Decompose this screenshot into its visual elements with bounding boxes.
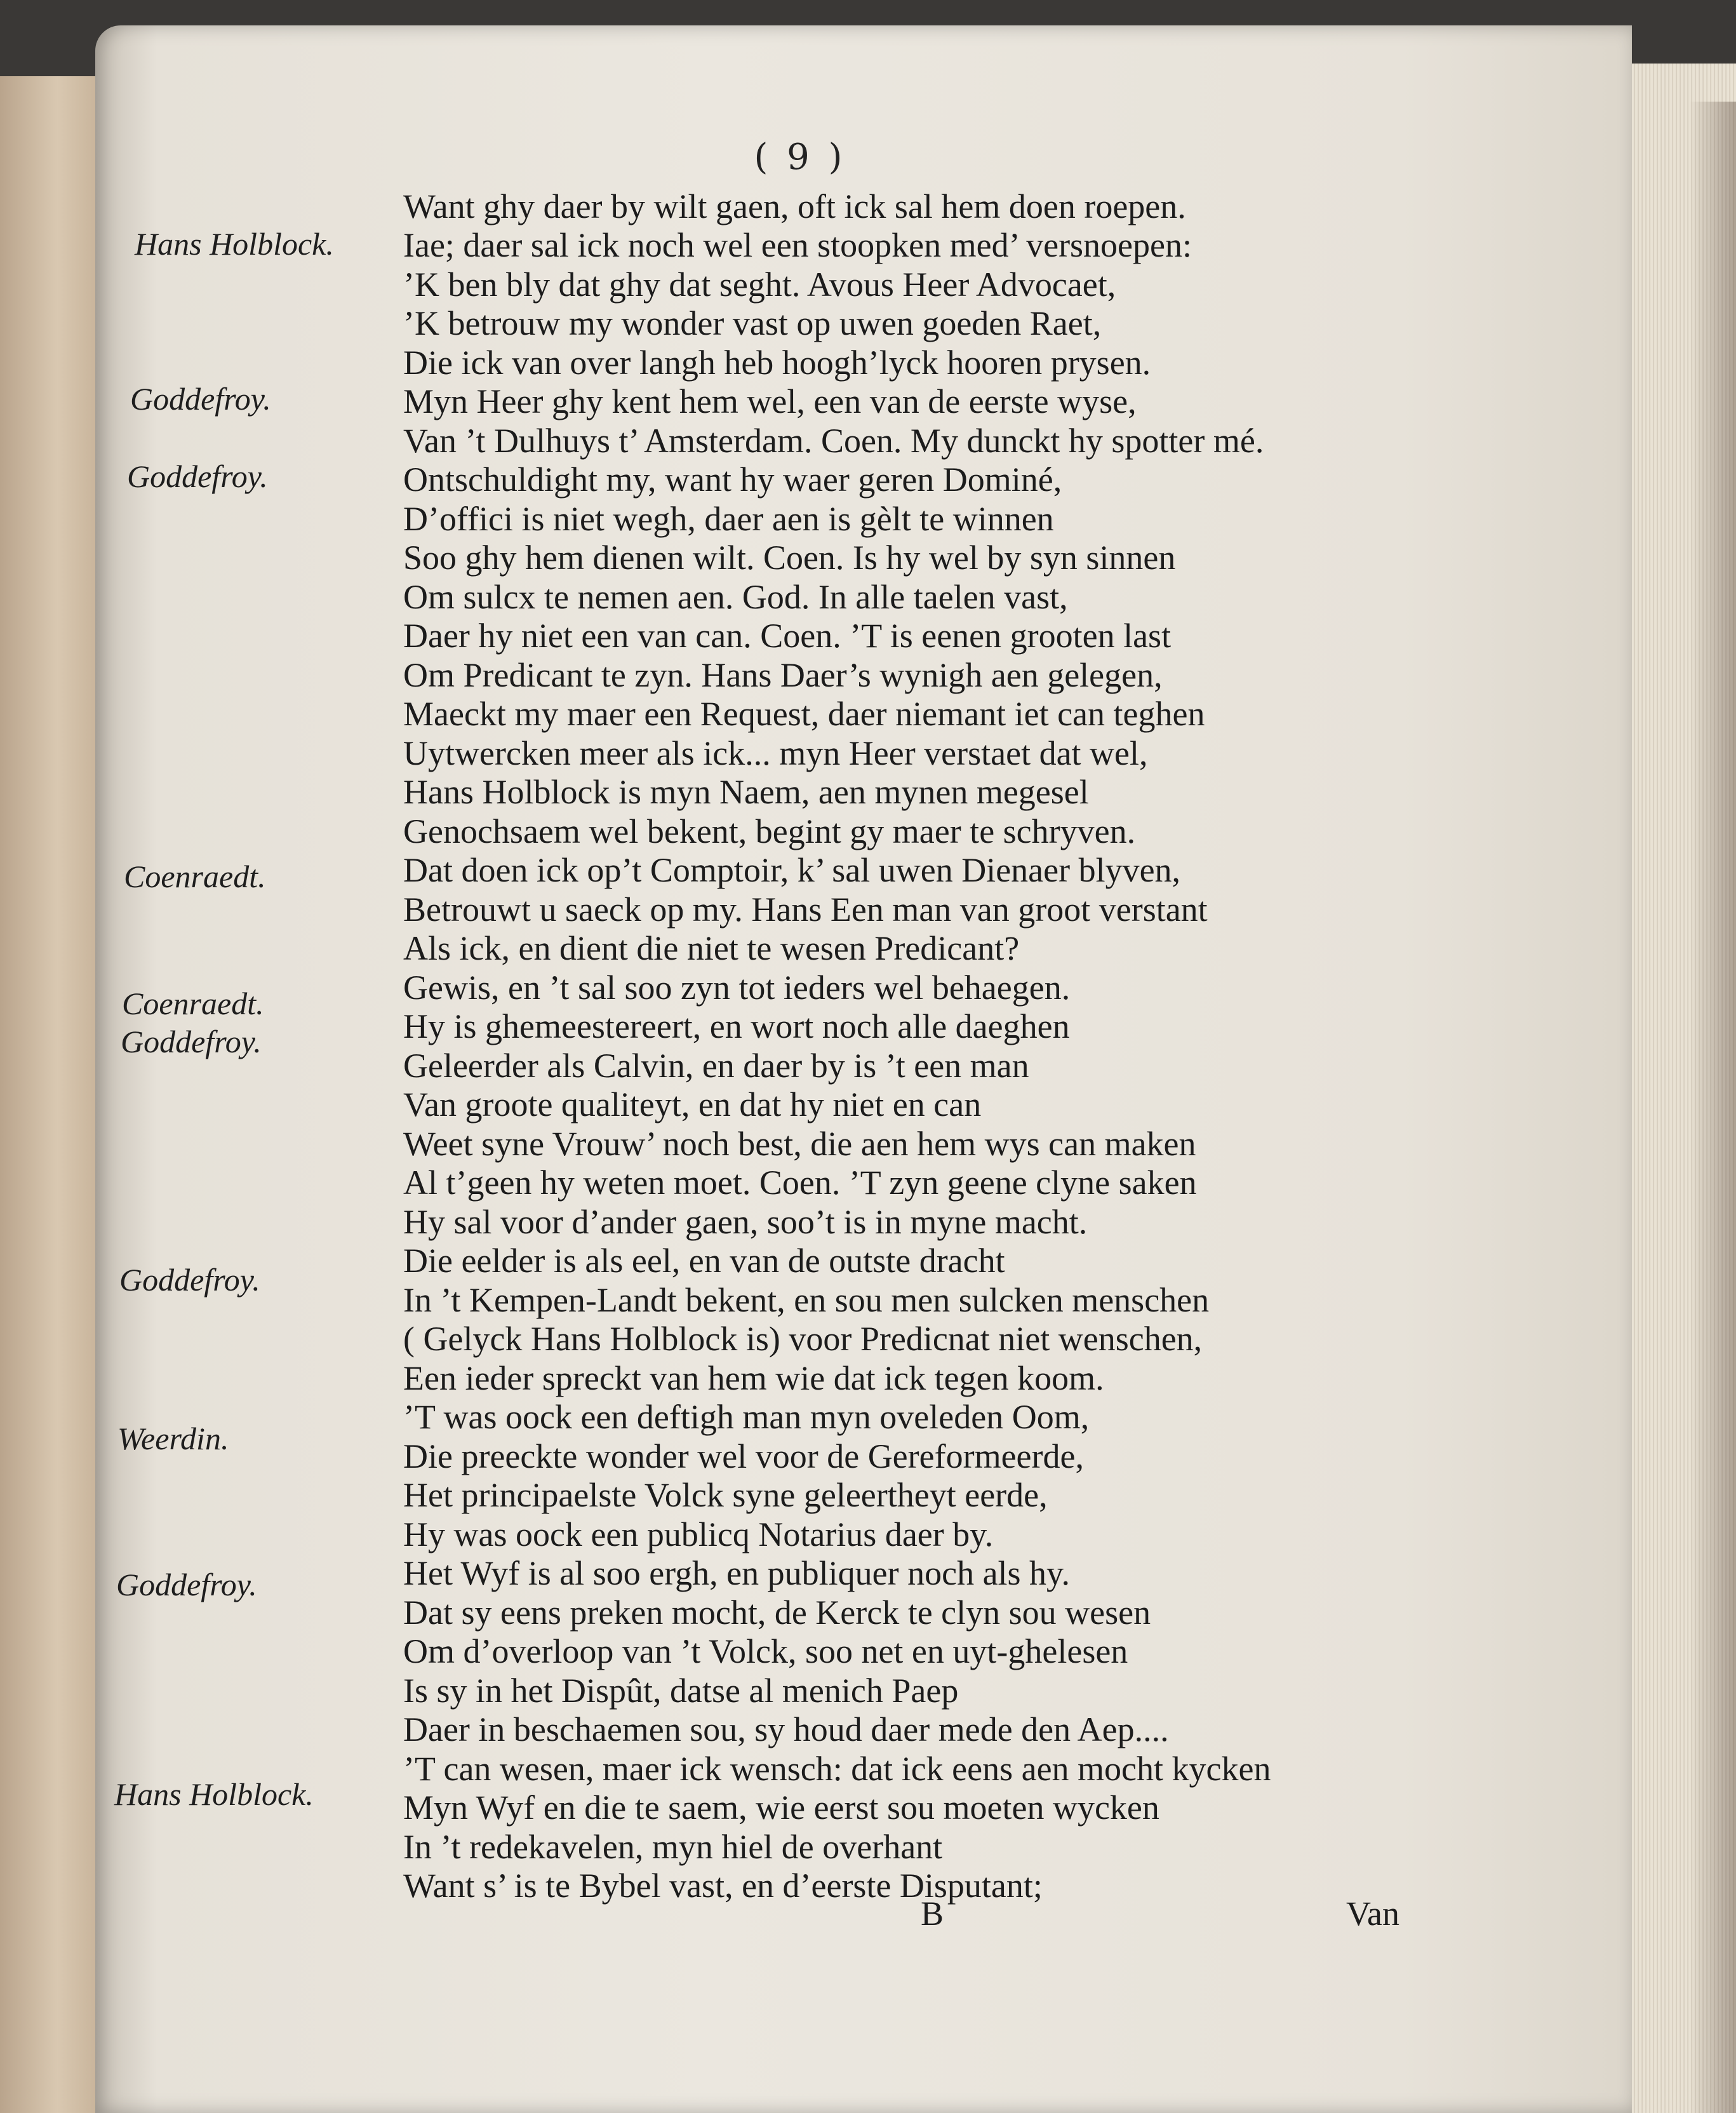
verse-line: Gewis, en ’t sal soo zyn tot ieders wel behaegen. bbox=[403, 969, 1071, 1007]
verse-line: Hy is ghemeestereert, en wort noch alle daeghen bbox=[403, 1007, 1070, 1045]
verse-line: Genochsaem wel bekent, begint gy maer te schryven. bbox=[403, 812, 1136, 850]
speaker-goddefroy: Goddefroy. bbox=[127, 459, 268, 494]
verse-line: Myn Heer ghy kent hem wel, een van de eerste wyse, bbox=[403, 382, 1137, 420]
verse-line: Geleerder als Calvin, en daer by is ’t een man bbox=[403, 1047, 1029, 1085]
verse-line: Myn Wyf en die te saem, wie eerst sou moeten wycken bbox=[403, 1788, 1159, 1827]
verse-line: Maeckt my maer een Request, daer niemant iet can teghen bbox=[403, 695, 1205, 733]
speaker-hans-holblock: Hans Holblock. bbox=[114, 1776, 314, 1812]
verse-line: Dat sy eens preken mocht, de Kerck te clyn sou wesen bbox=[403, 1593, 1151, 1632]
verse-line: In ’t redekavelen, myn hiel de overhant bbox=[403, 1828, 943, 1866]
verse-line: ’T was oock een deftigh man myn oveleden Oom, bbox=[403, 1398, 1090, 1436]
speaker-hans-holblock: Hans Holblock. bbox=[135, 226, 334, 262]
verse-line: Als ick, en dient die niet te wesen Predicant? bbox=[403, 929, 1020, 967]
verse-line: Daer in beschaemen sou, sy houd daer mede den Aep.... bbox=[403, 1710, 1169, 1748]
speaker-weerdin: Weerdin. bbox=[117, 1421, 229, 1456]
verse-line: Hy was oock een publicq Notarius daer by. bbox=[403, 1515, 994, 1553]
catchword: Van bbox=[1346, 1895, 1399, 1933]
speaker-goddefroy: Goddefroy. bbox=[116, 1567, 257, 1602]
verse-line: ’K betrouw my wonder vast op uwen goeden Raet, bbox=[403, 304, 1102, 342]
verse-line: Hans Holblock is myn Naem, aen mynen megesel bbox=[403, 773, 1089, 811]
verse-line: ’K ben bly dat ghy dat seght. Avous Heer Advocaet, bbox=[403, 265, 1116, 304]
verse-line: Van groote qualiteyt, en dat hy niet en can bbox=[403, 1085, 982, 1124]
verse-line: Om sulcx te nemen aen. God. In alle taelen vast, bbox=[403, 578, 1068, 616]
verse-line: Is sy in het Dispût, datse al menich Paep bbox=[403, 1672, 959, 1710]
verse-line: Het principaelste Volck syne geleertheyt eerde, bbox=[403, 1476, 1048, 1514]
verse-line: Daer hy niet een van can. Coen. ’T is eenen grooten last bbox=[403, 617, 1172, 655]
verse-line: Een ieder spreckt van hem wie dat ick tegen koom. bbox=[403, 1359, 1104, 1397]
verse-line: ’T can wesen, maer ick wensch: dat ick eens aen mocht kycken bbox=[403, 1750, 1271, 1788]
facing-page-edge bbox=[0, 76, 95, 2113]
verse-line: Weet syne Vrouw’ noch best, die aen hem wys can maken bbox=[403, 1125, 1196, 1163]
verse-line: Want ghy daer by wilt gaen, oft ick sal hem doen roepen. bbox=[403, 187, 1186, 225]
verse-line: Want s’ is te Bybel vast, en d’eerste Disputant; bbox=[403, 1867, 1043, 1905]
verse-line: Het Wyf is al soo ergh, en publiquer noch als hy. bbox=[403, 1554, 1071, 1592]
verse-line: Ontschuldight my, want hy waer geren Dominé, bbox=[403, 460, 1062, 499]
page-block-shadow bbox=[1689, 102, 1736, 2113]
verse-line: Soo ghy hem dienen wilt. Coen. Is hy wel by syn sinnen bbox=[403, 539, 1176, 577]
verse-line: Om Predicant te zyn. Hans Daer’s wynigh aen gelegen, bbox=[403, 656, 1163, 694]
speaker-goddefroy: Goddefroy. bbox=[130, 381, 271, 417]
verse-line: Om d’overloop van ’t Volck, soo net en uyt-ghelesen bbox=[403, 1632, 1128, 1670]
verse-line: Die preeckte wonder wel voor de Gereformeerde, bbox=[403, 1437, 1084, 1475]
verse-line: Uytwercken meer als ick... myn Heer verstaet dat wel, bbox=[403, 734, 1148, 772]
verse-line: Al t’geen hy weten moet. Coen. ’T zyn geene clyne saken bbox=[403, 1164, 1197, 1202]
page-number: ( 9 ) bbox=[754, 137, 846, 178]
speaker-coenraedt: Coenraedt. bbox=[122, 986, 264, 1021]
verse-line: Die ick van over langh heb hoogh’lyck hooren prysen. bbox=[403, 344, 1151, 382]
verse-line: Dat doen ick op’t Comptoir, k’ sal uwen Dienaer blyven, bbox=[403, 851, 1181, 889]
verse-line: Betrouwt u saeck op my. Hans Een man van groot verstant bbox=[403, 890, 1208, 929]
verse-line: Van ’t Dulhuys t’ Amsterdam. Coen. My dunckt hy spotter mé. bbox=[403, 422, 1264, 460]
verse-line: Die eelder is als eel, en van de outste dracht bbox=[403, 1242, 1005, 1280]
verse-line: Hy sal voor d’ander gaen, soo’t is in myne macht. bbox=[403, 1203, 1088, 1241]
verse-line: ( Gelyck Hans Holblock is) voor Predicnat niet wenschen, bbox=[403, 1320, 1203, 1358]
verse-line: Iae; daer sal ick noch wel een stoopken med’ versnoepen: bbox=[403, 226, 1192, 264]
verse-line: In ’t Kempen-Landt bekent, en sou men sulcken menschen bbox=[403, 1281, 1210, 1319]
speaker-coenraedt: Coenraedt. bbox=[124, 859, 266, 894]
speaker-goddefroy: Goddefroy. bbox=[119, 1262, 260, 1298]
verse-line: D’offici is niet wegh, daer aen is gèlt te winnen bbox=[403, 500, 1054, 538]
signature-mark: B bbox=[921, 1895, 944, 1933]
speaker-goddefroy: Goddefroy. bbox=[121, 1024, 262, 1059]
